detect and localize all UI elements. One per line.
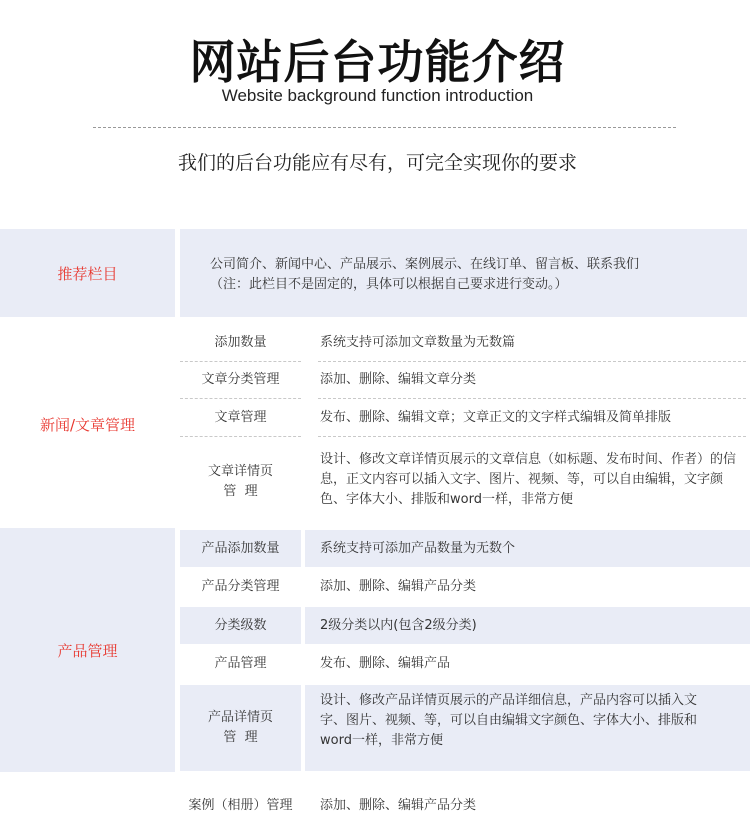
news-label-text: 文章管理 xyxy=(214,409,267,425)
news-row-value xyxy=(305,399,750,436)
product-row-label xyxy=(180,530,301,567)
tagline: 我们的后台功能应有尽有，可完全实现你的要求 xyxy=(177,152,577,174)
product-row-label xyxy=(180,685,301,771)
case-value-text: 添加、删除、编辑产品分类 xyxy=(320,798,477,813)
news-row-label xyxy=(180,399,301,436)
product-row-value xyxy=(305,646,750,682)
news-label-text: 文章详情页 xyxy=(207,464,273,479)
product-label-text: 产品分类管理 xyxy=(201,579,280,594)
category-product-label: 产品管理 xyxy=(57,641,118,660)
recommend-content xyxy=(180,229,747,317)
product-value-text: 添加、删除、编辑产品分类 xyxy=(320,579,477,594)
header-divider xyxy=(93,127,676,128)
product-row-label xyxy=(180,646,301,682)
case-row-value xyxy=(305,788,750,824)
product-value-text: 发布、删除、编辑产品 xyxy=(320,656,451,671)
news-row-value xyxy=(305,362,750,398)
category-product xyxy=(0,528,175,772)
news-row-label xyxy=(180,325,301,361)
news-value-text: 设计、修改文章详情页展示的文章信息（如标题、发布时间、作者）的信息，正文内容可以插入文字、图片、视频、等，可以自由编辑，文字颜色、字体大小、排版和word一样，非常方便 xyxy=(320,452,737,507)
page-subtitle: Website background function introduction xyxy=(221,86,534,105)
news-row-value xyxy=(305,325,750,361)
news-label-text: 管 理 xyxy=(223,484,258,499)
product-row-value xyxy=(305,607,750,644)
news-row-label xyxy=(180,440,301,524)
category-news-label: 新闻/文章管理 xyxy=(39,416,136,434)
category-recommend-label: 推荐栏目 xyxy=(57,264,118,283)
product-label-text: 管 理 xyxy=(223,730,258,745)
news-value-text: 系统支持可添加文章数量为无数篇 xyxy=(320,335,516,350)
case-label-text: 案例（相册）管理 xyxy=(188,798,293,813)
news-label-text: 添加数量 xyxy=(214,335,267,350)
news-row-label xyxy=(180,362,301,398)
row-divider xyxy=(180,436,301,437)
product-label-text: 分类级数 xyxy=(214,617,267,633)
product-row-value xyxy=(305,530,750,567)
row-divider xyxy=(318,436,746,437)
news-row-value xyxy=(305,448,750,520)
product-label-text: 产品添加数量 xyxy=(201,540,280,556)
product-row-label xyxy=(180,607,301,644)
case-row-label xyxy=(172,788,309,824)
news-label-text: 文章分类管理 xyxy=(201,372,280,387)
product-row-value xyxy=(305,685,750,771)
product-value-text: 设计、修改产品详情页展示的产品详细信息，产品内容可以插入文字、图片、视频、等，可以自由编辑文字颜色、字体大小、排版和word一样，非常方便 xyxy=(320,693,698,748)
news-value-text: 添加、删除、编辑文章分类 xyxy=(320,372,477,387)
product-row-label xyxy=(180,569,301,605)
recommend-line2: （注：此栏目不是固定的，具体可以根据自己要求进行变动。） xyxy=(210,277,568,292)
category-recommend xyxy=(0,229,175,317)
category-news xyxy=(0,322,175,527)
news-value-text: 发布、删除、编辑文章；文章正文的文字样式编辑及简单排版 xyxy=(320,409,672,425)
product-value-text: 系统支持可添加产品数量为无数个 xyxy=(320,540,516,556)
product-label-text: 产品管理 xyxy=(214,656,267,671)
page-title: 网站后台功能介绍 xyxy=(189,35,566,89)
recommend-line1: 公司简介、新闻中心、产品展示、案例展示、在线订单、留言板、联系我们 xyxy=(210,257,640,272)
product-label-text: 产品详情页 xyxy=(207,710,273,725)
product-row-value xyxy=(305,569,750,605)
product-value-text: 2级分类以内(包含2级分类) xyxy=(320,617,477,633)
